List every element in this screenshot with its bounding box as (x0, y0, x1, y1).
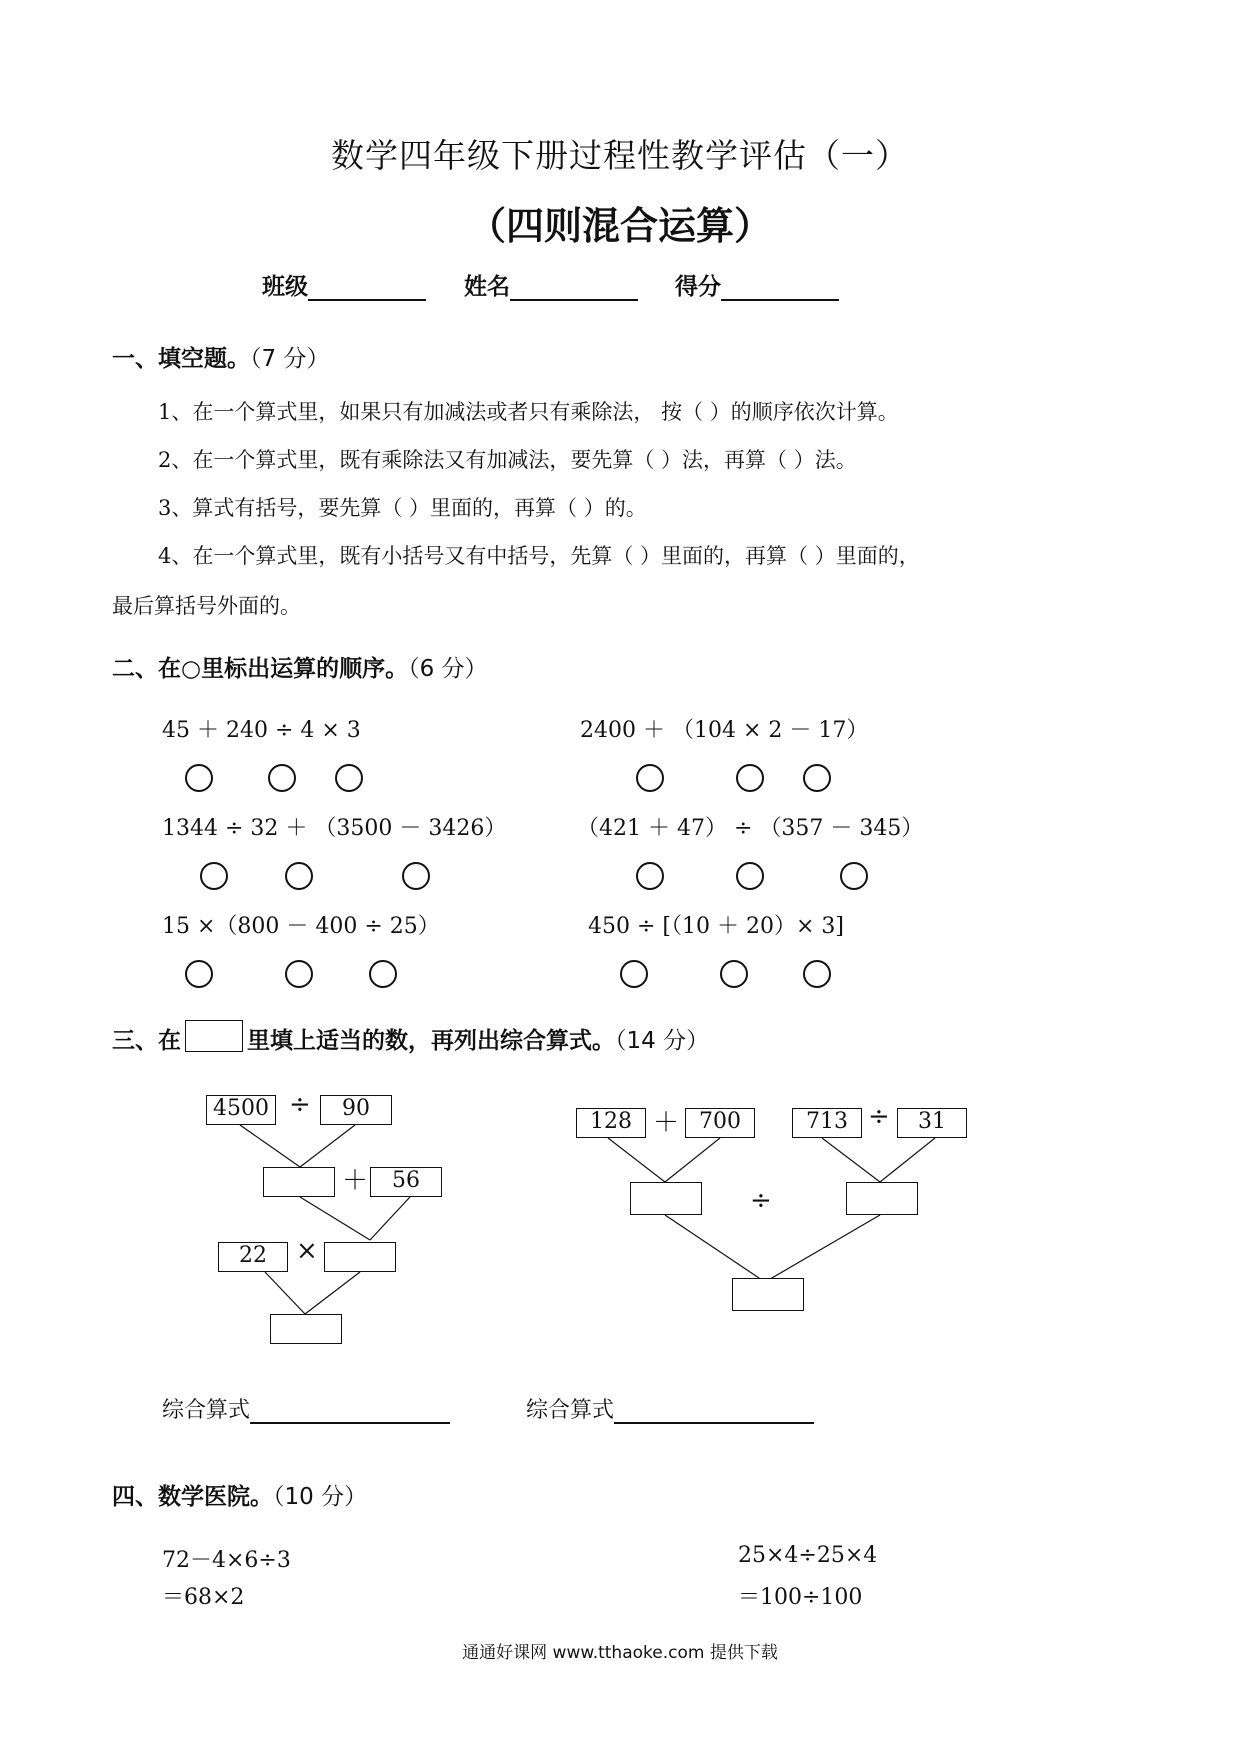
hospital-right-line1: 25×4÷25×4 (738, 1543, 878, 1568)
section1-heading: 一、填空题。（7 分） (112, 346, 330, 372)
tree-left-op-plus: ＋ (342, 1166, 369, 1196)
tree-right-box-31: 31 (897, 1108, 967, 1138)
fill-item-4-cont: 最后算括号外面的。 (112, 594, 301, 618)
tree-right-blank-1[interactable] (630, 1182, 702, 1215)
order-expr-4: （421 ＋ 47） ÷ （357 － 345） (577, 816, 924, 841)
tree-right-box-700: 700 (685, 1108, 755, 1138)
name-label: 姓名 (464, 274, 510, 300)
formula-blank-left[interactable] (250, 1398, 450, 1424)
section4-heading: 四、数学医院。（10 分） (112, 1484, 368, 1510)
tree-left-box-4500: 4500 (206, 1095, 276, 1125)
fill-item-1: 1、在一个算式里，如果只有加减法或者只有乘除法， 按（ ）的顺序依次计算。 (158, 400, 899, 424)
formula-field-right: 综合算式 (526, 1393, 814, 1424)
formula-field-left: 综合算式 (162, 1393, 450, 1424)
order-expr-2: 2400 ＋ （104 × 2 － 17） (580, 718, 869, 743)
page-subtitle: （四则混合运算） (467, 204, 772, 248)
order-expr-6: 450 ÷ [（10 ＋ 20）× 3] (588, 914, 844, 939)
footer-credit: 通通好课网 www.tthaoke.com 提供下载 (462, 1643, 778, 1663)
tree-right-op-mid-div: ÷ (750, 1186, 772, 1216)
tree-left-op-times: × (296, 1236, 318, 1266)
tree-right-op-plus: ＋ (653, 1108, 680, 1138)
page-title: 数学四年级下册过程性教学评估（一） (331, 136, 909, 175)
order-expr-5: 15 ×（800 － 400 ÷ 25） (162, 914, 440, 939)
fill-item-4: 4、在一个算式里，既有小括号又有中括号，先算（ ）里面的，再算（ ）里面的， (158, 544, 920, 568)
tree-right-blank-2[interactable] (846, 1182, 918, 1215)
score-label: 得分 (675, 274, 721, 300)
section2-heading: 二、在○里标出运算的顺序。（6 分） (112, 656, 488, 682)
order-expr-3: 1344 ÷ 32 ＋ （3500 － 3426） (162, 816, 507, 841)
fill-item-2: 2、在一个算式里，既有乘除法又有加减法，要先算（ ）法，再算（ ）法。 (158, 448, 857, 472)
tree-right-blank-3[interactable] (732, 1278, 804, 1311)
hospital-left-line1: 72－4×6÷3 (162, 1548, 291, 1573)
tree-right-box-713: 713 (792, 1108, 862, 1138)
formula-blank-right[interactable] (614, 1398, 814, 1424)
tree-left-box-90: 90 (320, 1095, 392, 1125)
tree-left-blank-1[interactable] (263, 1167, 335, 1197)
hospital-right-line2: ＝100÷100 (738, 1585, 863, 1610)
fill-item-3: 3、算式有括号，要先算（ ）里面的，再算（ ）的。 (158, 496, 647, 520)
tree-left-blank-3[interactable] (270, 1314, 342, 1344)
tree-left-box-56: 56 (370, 1167, 442, 1197)
section3-heading: 三、在 里填上适当的数，再列出综合算式。（14 分） (112, 1020, 709, 1055)
order-expr-1: 45 ＋ 240 ÷ 4 × 3 (162, 718, 361, 743)
class-label: 班级 (262, 274, 308, 300)
tree-left-op-div: ÷ (289, 1090, 311, 1120)
tree-left-blank-2[interactable] (324, 1242, 396, 1272)
tree-right-box-128: 128 (576, 1108, 646, 1138)
tree-right-op-div: ÷ (868, 1102, 890, 1132)
tree-left-box-22: 22 (218, 1242, 288, 1272)
hospital-left-line2: ＝68×2 (162, 1585, 245, 1610)
